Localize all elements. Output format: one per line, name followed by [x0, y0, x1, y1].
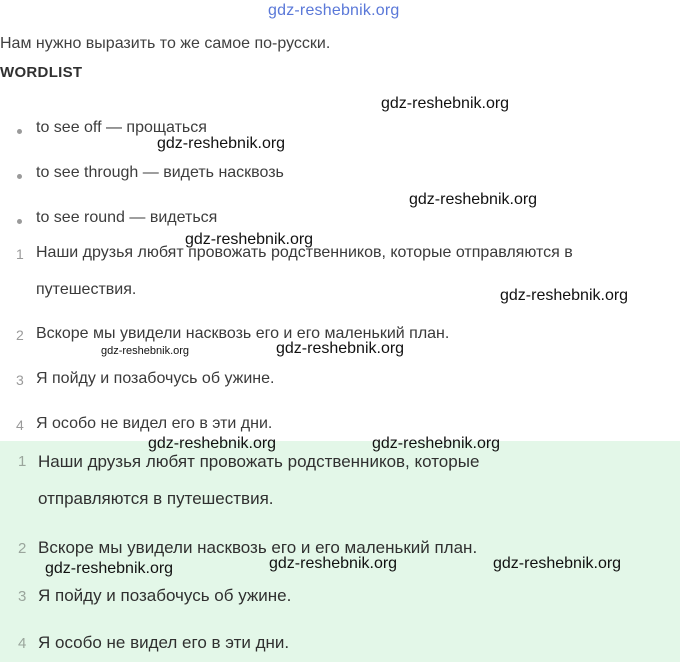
answer-line: Я особо не видел его в эти дни. [38, 633, 290, 652]
watermark: gdz-reshebnik.org [500, 287, 629, 304]
watermark: gdz-reshebnik.org [269, 555, 398, 572]
answer-number: 3 [18, 588, 27, 605]
watermark: gdz-reshebnik.org [409, 191, 538, 208]
answer-line: отправляются в путешествия. [38, 489, 274, 508]
watermark: gdz-reshebnik.org [276, 340, 405, 357]
intro-text: Нам нужно выразить то же самое по-русски. [0, 35, 331, 52]
item-number: 4 [16, 417, 24, 433]
watermark: gdz-reshebnik.org [45, 560, 174, 577]
answer-panel [0, 441, 680, 662]
watermark: gdz-reshebnik.org [493, 555, 622, 572]
wordlist-item: to see through — видеть насквозь [36, 164, 284, 181]
answer-number: 1 [18, 453, 27, 470]
answer-line: Я пойду и позабочусь об ужине. [38, 586, 292, 605]
watermark: gdz-reshebnik.org [148, 435, 277, 452]
bullet-icon [17, 219, 22, 224]
wordlist-heading: WORDLIST [0, 64, 83, 81]
answer-number: 4 [18, 635, 27, 652]
watermark: gdz-reshebnik.org [157, 135, 286, 152]
exercise-line: Вскоре мы увидели насквозь его и его маленький план. [36, 325, 450, 342]
item-number: 2 [16, 327, 24, 343]
watermark: gdz-reshebnik.org [372, 435, 501, 452]
answer-line: Вскоре мы увидели насквозь его и его маленький план. [38, 538, 478, 557]
answer-line: Наши друзья любят провожать родственников, которые [38, 452, 480, 471]
item-number: 1 [16, 246, 24, 262]
exercise-line: путешествия. [36, 281, 137, 298]
wordlist-item: to see round — видеться [36, 209, 218, 226]
exercise-line: Я особо не видел его в эти дни. [36, 415, 273, 432]
bullet-icon [17, 174, 22, 179]
exercise-line: Наши друзья любят провожать родственников, которые отправляются в [36, 244, 573, 261]
watermark: gdz-reshebnik.org [101, 345, 190, 357]
watermark: gdz-reshebnik.org [381, 95, 510, 112]
watermark: gdz-reshebnik.org [185, 231, 314, 248]
wordlist-item: to see off — прощаться [36, 119, 207, 136]
bullet-icon [17, 129, 22, 134]
exercise-line: Я пойду и позабочусь об ужине. [36, 370, 275, 387]
header-watermark: gdz-reshebnik.org [268, 2, 400, 19]
item-number: 3 [16, 372, 24, 388]
answer-number: 2 [18, 540, 27, 557]
